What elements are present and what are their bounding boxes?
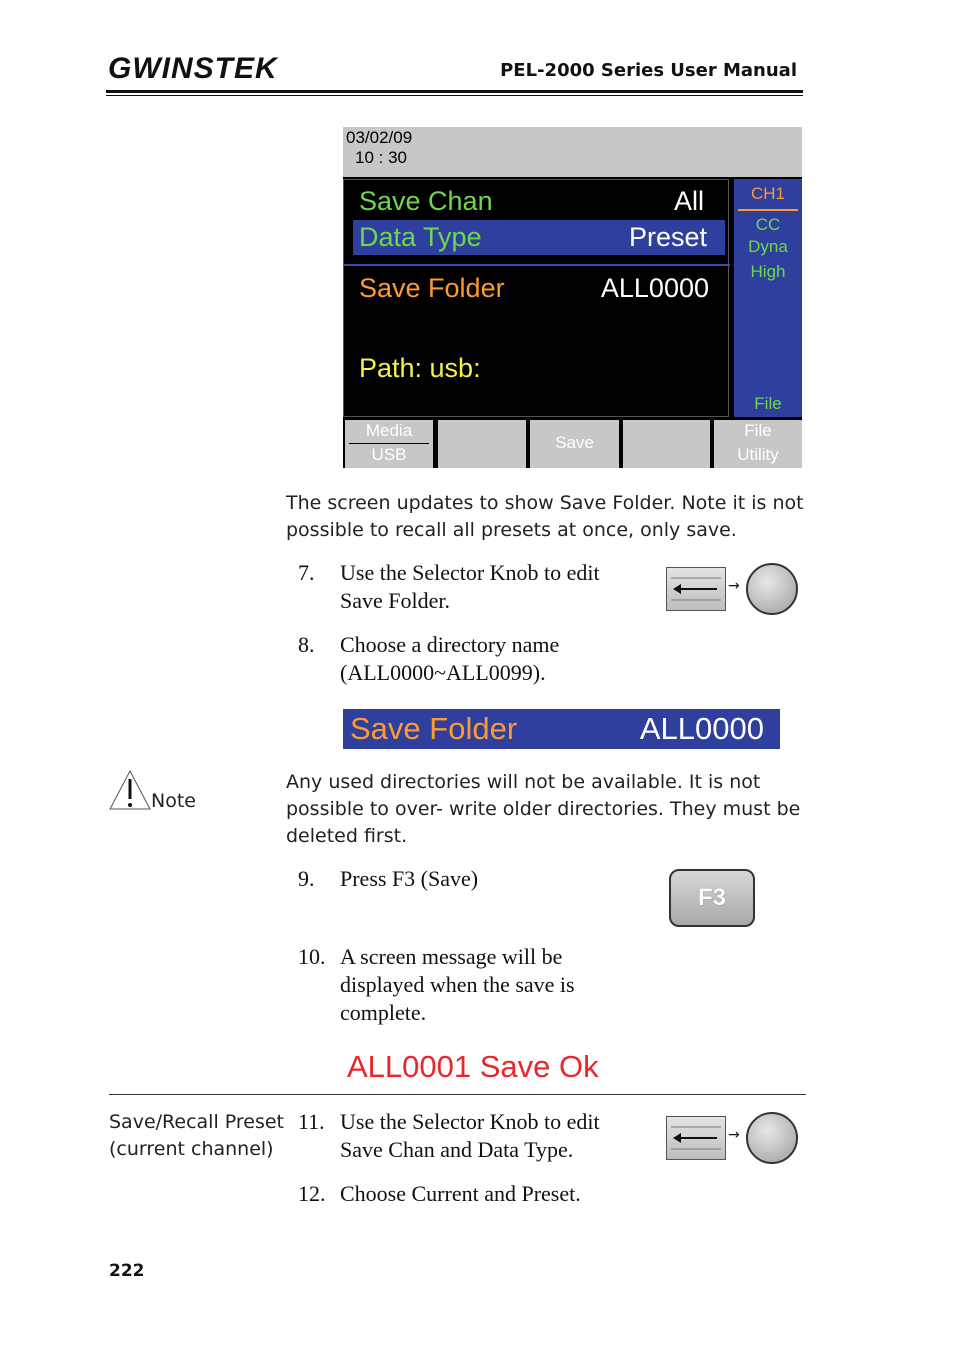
step-7-line2: Save Folder. bbox=[340, 588, 450, 613]
save-folder-label: Save Folder bbox=[359, 273, 505, 303]
step-7-number: 7. bbox=[298, 560, 315, 585]
save-ok-message: ALL0001 Save Ok bbox=[347, 1049, 599, 1084]
save-folder-bar-label: Save Folder bbox=[350, 711, 518, 746]
lcd-date: 03/02/09 bbox=[346, 128, 413, 147]
selector-knob-icon bbox=[746, 563, 798, 615]
step-11-line1: Use the Selector Knob to edit bbox=[340, 1109, 600, 1134]
page-number: 222 bbox=[109, 1261, 145, 1281]
arrow-left-icon bbox=[667, 568, 725, 610]
arrow-right-icon: → bbox=[728, 578, 740, 594]
softkey-f2[interactable] bbox=[438, 420, 526, 468]
note-label: Note bbox=[151, 790, 196, 812]
softkey-f4[interactable] bbox=[623, 420, 710, 468]
step-10-line1: A screen message will be bbox=[340, 944, 563, 969]
front-panel-icon bbox=[666, 1116, 726, 1160]
range-indicator: High bbox=[750, 262, 786, 281]
data-type-value: Preset bbox=[628, 222, 707, 252]
save-chan-label: Save Chan bbox=[359, 186, 493, 216]
lcd-side-panel bbox=[734, 179, 802, 417]
softkey-file-label: File bbox=[744, 421, 772, 440]
step-10-number: 10. bbox=[298, 944, 326, 969]
step-8-line1: Choose a directory name bbox=[340, 632, 560, 657]
arrow-right-icon: → bbox=[728, 1127, 740, 1143]
f3-key-icon: F3 bbox=[669, 869, 755, 927]
front-panel-icon bbox=[666, 567, 726, 611]
header-rule-thin bbox=[106, 95, 803, 96]
step-7-line1: Use the Selector Knob to edit bbox=[340, 560, 600, 585]
mode-indicator: CC bbox=[755, 215, 781, 234]
step-10-line3: complete. bbox=[340, 1000, 427, 1025]
note-line3: deleted first. bbox=[286, 825, 408, 847]
selector-knob-icon bbox=[746, 1112, 798, 1164]
warning-icon bbox=[108, 769, 152, 811]
data-type-label: Data Type bbox=[359, 222, 482, 252]
note-line2: possible to over- write older directories. They must be bbox=[286, 798, 801, 820]
selector-knob-illustration bbox=[666, 560, 806, 616]
step-8-number: 8. bbox=[298, 632, 315, 657]
save-folder-display bbox=[343, 709, 780, 749]
softkey-save-label: Save bbox=[555, 433, 594, 452]
step-12-line1: Choose Current and Preset. bbox=[340, 1181, 581, 1206]
lcd-time: 10 : 30 bbox=[355, 148, 407, 167]
softkey-save[interactable] bbox=[530, 420, 619, 468]
data-type-row bbox=[353, 220, 725, 255]
channel-indicator: CH1 bbox=[750, 184, 785, 203]
selector-knob-illustration-2 bbox=[666, 1109, 806, 1165]
step-11-line2: Save Chan and Data Type. bbox=[340, 1137, 574, 1162]
step-12-number: 12. bbox=[298, 1181, 326, 1206]
section-label-line1: Save/Recall Preset bbox=[109, 1111, 285, 1133]
save-folder-value: ALL0000 bbox=[600, 273, 709, 303]
save-chan-value: All bbox=[673, 186, 704, 216]
softkey-media-label: Media bbox=[365, 421, 413, 440]
save-folder-bar-value: ALL0000 bbox=[639, 711, 764, 746]
softkey-file-utility[interactable] bbox=[714, 420, 802, 468]
softkey-utility-label: Utility bbox=[737, 445, 779, 464]
lcd-divider bbox=[344, 264, 730, 266]
step-9-number: 9. bbox=[298, 866, 315, 891]
section-label-line2: (current channel) bbox=[109, 1138, 274, 1160]
step-10-line2: displayed when the save is bbox=[340, 972, 575, 997]
lcd-status-bar bbox=[343, 127, 802, 177]
softkey-media[interactable] bbox=[345, 420, 433, 468]
lcd-main-panel bbox=[343, 179, 729, 417]
step-8-line2: (ALL0000~ALL0099). bbox=[340, 660, 546, 685]
section-rule bbox=[109, 1094, 806, 1095]
lcd-screen bbox=[343, 127, 802, 468]
side-rule bbox=[738, 209, 798, 211]
arrow-left-icon bbox=[667, 1117, 725, 1159]
header-rule bbox=[106, 90, 803, 93]
step-9-line1: Press F3 (Save) bbox=[340, 866, 479, 891]
manual-title: PEL-2000 Series User Manual bbox=[500, 60, 797, 81]
step-11-number: 11. bbox=[298, 1109, 325, 1134]
brand-logo: GWINSTEK bbox=[108, 52, 278, 85]
path-label: Path: usb: bbox=[359, 353, 481, 383]
func-indicator: Dyna bbox=[748, 237, 788, 256]
file-indicator: File bbox=[754, 394, 782, 413]
softkey-media-value: USB bbox=[371, 445, 407, 464]
note-line1: Any used directories will not be available. It is not bbox=[286, 771, 761, 793]
paragraph-save-folder: The screen updates to show Save Folder. Note it is not possible to recall all presets at once, only save. bbox=[286, 492, 804, 541]
